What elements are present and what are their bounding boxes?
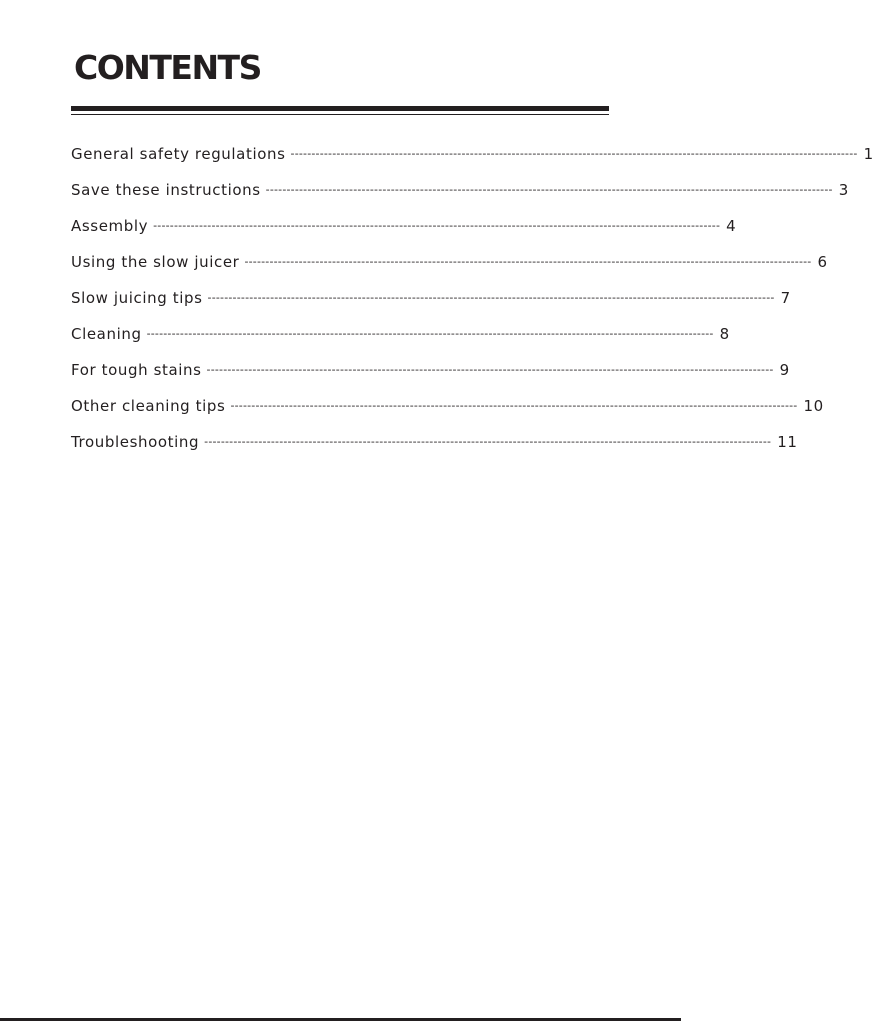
toc-entry-label: Slow juicing tips	[71, 289, 203, 307]
toc-dot-leader: ----------------------------------------------------------------------------------------------------------------------------------------	[206, 363, 774, 376]
toc-page-number: 9	[779, 361, 790, 379]
toc-dot-leader: ----------------------------------------------------------------------------------------------------------------------------------------	[204, 435, 772, 448]
toc-dot-leader: ----------------------------------------------------------------------------------------------------------------------------------------	[290, 147, 858, 160]
toc-dot-leader: ----------------------------------------------------------------------------------------------------------------------------------------	[265, 183, 833, 196]
toc-page-number: 6	[817, 253, 828, 271]
toc-page-number: 1	[863, 145, 874, 163]
toc-dot-leader: ----------------------------------------------------------------------------------------------------------------------------------------	[207, 291, 775, 304]
title-underline-thick	[71, 106, 609, 111]
toc-dot-leader: ----------------------------------------------------------------------------------------------------------------------------------------	[244, 255, 812, 268]
toc-entry-for-tough-stains[interactable]	[71, 352, 790, 388]
toc-page-number: 8	[719, 325, 730, 343]
toc-entry-label: For tough stains	[71, 361, 202, 379]
table-of-contents	[71, 136, 874, 460]
toc-entry-save-these-instructions[interactable]	[71, 172, 849, 208]
toc-dot-leader: ----------------------------------------------------------------------------------------------------------------------------------------	[153, 219, 721, 232]
toc-entry-label: Save these instructions	[71, 181, 261, 199]
toc-page-number: 4	[726, 217, 737, 235]
toc-page-number: 7	[780, 289, 791, 307]
toc-entry-label: Using the slow juicer	[71, 253, 240, 271]
toc-entry-label: Assembly	[71, 217, 149, 235]
toc-entry-label: General safety regulations	[71, 145, 286, 163]
toc-dot-leader: ----------------------------------------------------------------------------------------------------------------------------------------	[230, 399, 798, 412]
toc-entry-label: Cleaning	[71, 325, 142, 343]
toc-entry-label: Other cleaning tips	[71, 397, 226, 415]
toc-entry-cleaning[interactable]	[71, 316, 730, 352]
title-underline-thin	[71, 114, 609, 115]
toc-page-number: 11	[777, 433, 798, 451]
toc-entry-label: Troubleshooting	[71, 433, 200, 451]
toc-entry-troubleshooting[interactable]	[71, 424, 798, 460]
page-title: CONTENTS	[74, 48, 261, 87]
toc-entry-assembly[interactable]	[71, 208, 737, 244]
toc-entry-slow-juicing-tips[interactable]	[71, 280, 791, 316]
toc-page-number: 3	[838, 181, 849, 199]
toc-page-number: 10	[803, 397, 824, 415]
toc-entry-using-the-slow-juicer[interactable]	[71, 244, 828, 280]
toc-dot-leader: ----------------------------------------------------------------------------------------------------------------------------------------	[146, 327, 714, 340]
toc-entry-other-cleaning-tips[interactable]	[71, 388, 824, 424]
toc-entry-general-safety-regulations[interactable]	[71, 136, 874, 172]
